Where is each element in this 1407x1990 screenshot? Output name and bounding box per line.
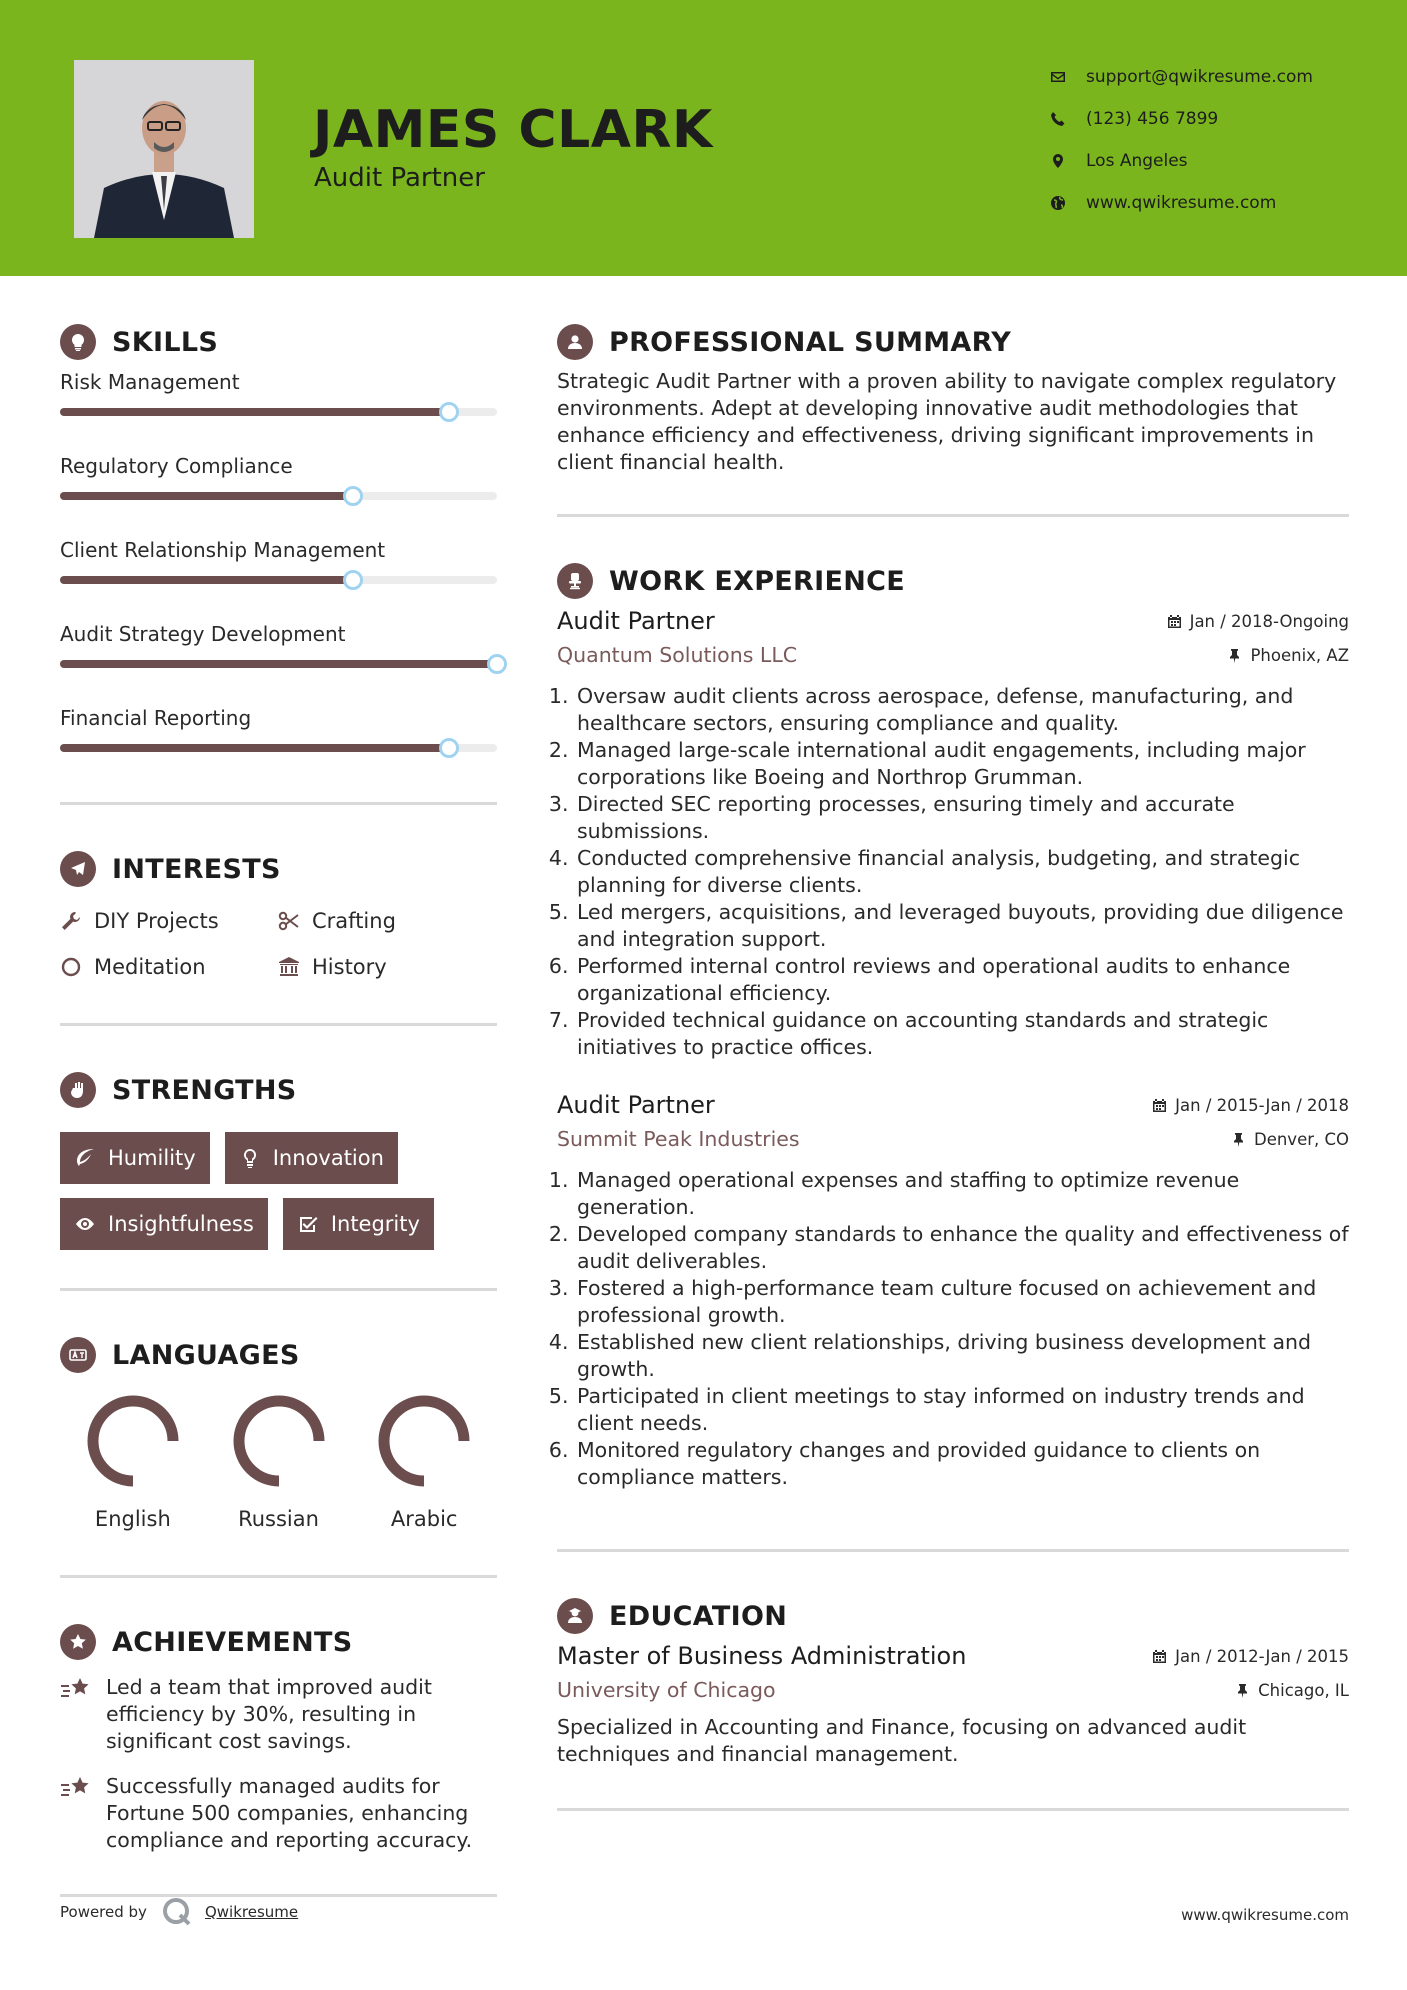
summary-text: Strategic Audit Partner with a proven ability to navigate complex regulatory environments. Adept at developing innovative audit methodologies that enhance efficiency and effectiveness, driving significant improvements in client financial health.: [557, 369, 1337, 474]
thumbtack-icon: [1235, 1683, 1250, 1698]
achievement-item: [60, 1773, 497, 1854]
skill-bar: [60, 576, 497, 584]
section-divider: [60, 802, 497, 805]
achievements-title: ACHIEVEMENTS: [112, 1626, 353, 1658]
education-school-row: [557, 1678, 1349, 1702]
language-gauge-arc: [384, 1401, 464, 1481]
job-company-row: [557, 643, 1349, 667]
job-duties: [557, 1167, 1349, 1491]
summary-title: PROFESSIONAL SUMMARY: [609, 326, 1012, 358]
skill-item: [60, 702, 497, 752]
duty-item: 4. Conducted comprehensive financial analysis, budgeting, and strategic planning for diverse clients.: [575, 845, 1349, 899]
language-label: Russian: [238, 1507, 319, 1531]
star-badge-icon: [60, 1624, 96, 1660]
achievements-header: [60, 1620, 497, 1664]
languages-section: [60, 1333, 497, 1531]
paper-plane-icon: [60, 851, 96, 887]
skill-bar: [60, 744, 497, 752]
footer-powered-by: [60, 1896, 298, 1928]
skill-bar-knob: [487, 654, 507, 674]
language-icon: [60, 1337, 96, 1373]
contact-phone[interactable]: [1050, 98, 1313, 140]
experience-header: [557, 559, 1349, 603]
profile-photo: [74, 60, 254, 238]
contact-location: [1050, 140, 1313, 182]
interests-header: [60, 847, 497, 891]
job-location: [1231, 1130, 1349, 1149]
experience-section: [557, 559, 1349, 1491]
strength-tag: [60, 1132, 210, 1184]
job-title: Audit Partner: [557, 1091, 715, 1119]
duty-item: 5. Led mergers, acquisitions, and leveraged buyouts, providing due diligence and integration support.: [575, 899, 1349, 953]
globe-icon: [1050, 195, 1086, 211]
language-label: Arabic: [390, 1507, 458, 1531]
skills-title: SKILLS: [112, 326, 219, 358]
contact-list: [1050, 56, 1313, 224]
skill-bar: [60, 408, 497, 416]
duty-item: 6. Monitored regulatory changes and provided guidance to clients on compliance matters.: [575, 1437, 1349, 1491]
skill-item: [60, 366, 497, 416]
language-item: [351, 1393, 497, 1531]
job-entry: [557, 1091, 1349, 1491]
achievement-text: Successfully managed audits for Fortune 500 companies, enhancing compliance and reporting accuracy.: [106, 1774, 473, 1852]
strength-tag: [60, 1198, 268, 1250]
contact-location-text: Los Angeles: [1086, 151, 1188, 171]
job-dates-text: Jan / 2015-Jan / 2018: [1175, 1095, 1349, 1115]
job-company: Quantum Solutions LLC: [557, 643, 798, 667]
strength-tag: [283, 1198, 434, 1250]
education-degree: Master of Business Administration: [557, 1642, 967, 1670]
interest-label: Crafting: [312, 909, 396, 933]
summary-header: [557, 320, 1349, 364]
check-square-icon: [297, 1213, 319, 1235]
eye-icon: [74, 1213, 96, 1235]
job-company: Summit Peak Industries: [557, 1127, 800, 1151]
calendar-icon: [1167, 614, 1182, 629]
job-location-text: Denver, CO: [1253, 1129, 1349, 1149]
thumbtack-icon: [1227, 648, 1242, 663]
skills-section: [60, 320, 497, 752]
interest-item: [60, 951, 278, 983]
skill-label: Client Relationship Management: [60, 538, 386, 562]
job-location: [1227, 646, 1349, 665]
duty-item: 1. Oversaw audit clients across aerospace, defense, manufacturing, and healthcare sectors, ensuring compliance and quality.: [575, 683, 1349, 737]
skill-bar-knob: [343, 570, 363, 590]
interests-title: INTERESTS: [112, 853, 281, 885]
strength-tag: [225, 1132, 398, 1184]
education-school: University of Chicago: [557, 1678, 776, 1702]
scissors-icon: [278, 910, 300, 932]
achievement-text: Led a team that improved audit efficiency by 30%, resulting in significant cost savings.: [106, 1675, 432, 1753]
interests-grid: [60, 905, 497, 983]
section-divider: [557, 1808, 1349, 1811]
skill-label: Financial Reporting: [60, 706, 252, 730]
section-divider: [557, 1549, 1349, 1552]
contact-website-text: www.qwikresume.com: [1086, 193, 1277, 213]
wrench-icon: [60, 910, 82, 932]
skill-label: Audit Strategy Development: [60, 622, 346, 646]
skill-bar-fill: [60, 492, 353, 500]
duty-item: 7. Provided technical guidance on accounting standards and strategic initiatives to practice offices.: [575, 1007, 1349, 1061]
summary-section: [557, 320, 1349, 476]
job-title-row: [557, 1091, 1349, 1119]
section-divider: [60, 1575, 497, 1578]
hand-icon: [60, 1072, 96, 1108]
leaf-icon: [74, 1147, 96, 1169]
calendar-icon: [1152, 1649, 1167, 1664]
education-dates-text: Jan / 2012-Jan / 2015: [1175, 1646, 1349, 1666]
education-section: [557, 1594, 1349, 1768]
job-title-row: [557, 607, 1349, 635]
qwikresume-logo-icon: [161, 1896, 193, 1928]
education-location: [1235, 1681, 1349, 1700]
skill-bar-fill: [60, 660, 497, 668]
strength-label: Insightfulness: [108, 1212, 254, 1236]
education-location-text: Chicago, IL: [1258, 1680, 1349, 1700]
skill-bar-knob: [439, 402, 459, 422]
contact-email-text: support@qwikresume.com: [1086, 67, 1313, 87]
language-item: [206, 1393, 352, 1531]
interest-label: History: [312, 955, 387, 979]
user-icon: [557, 324, 593, 360]
strength-label: Integrity: [330, 1212, 420, 1236]
duty-item: 3. Fostered a high-performance team culture focused on achievement and professional growth.: [575, 1275, 1349, 1329]
skill-item: [60, 618, 497, 668]
candidate-role: Audit Partner: [314, 163, 485, 193]
job-title: Audit Partner: [557, 607, 715, 635]
interests-section: [60, 847, 497, 983]
strength-label: Innovation: [272, 1146, 384, 1170]
graduation-icon: [557, 1598, 593, 1634]
right-column: [557, 320, 1349, 1811]
section-divider: [60, 1288, 497, 1291]
language-gauge: [231, 1393, 327, 1489]
education-header: [557, 1594, 1349, 1638]
contact-email[interactable]: [1050, 56, 1313, 98]
map-marker-icon: [1050, 153, 1086, 169]
candidate-name: JAMES CLARK: [313, 100, 713, 160]
skill-bar-fill: [60, 744, 449, 752]
duty-item: 5. Participated in client meetings to stay informed on industry trends and client needs.: [575, 1383, 1349, 1437]
skill-label: Risk Management: [60, 370, 240, 394]
job-duties: [557, 683, 1349, 1061]
duty-item: 4. Established new client relationships, driving business development and growth.: [575, 1329, 1349, 1383]
strength-label: Humility: [108, 1146, 196, 1170]
languages-list: [60, 1393, 497, 1531]
interest-item: [278, 951, 496, 983]
duty-item: 3. Directed SEC reporting processes, ensuring timely and accurate submissions.: [575, 791, 1349, 845]
skill-bar-knob: [439, 738, 459, 758]
duty-item: 2. Developed company standards to enhance the quality and effectiveness of audit deliverables.: [575, 1221, 1349, 1275]
interest-label: DIY Projects: [94, 909, 219, 933]
skill-item: [60, 534, 497, 584]
education-title: EDUCATION: [609, 1600, 788, 1632]
interest-item: [278, 905, 496, 937]
envelope-icon: [1050, 69, 1086, 85]
header-banner: [0, 0, 1407, 276]
brand-link[interactable]: Qwikresume: [204, 1903, 299, 1921]
duty-item: 6. Performed internal control reviews and operational audits to enhance organizational efficiency.: [575, 953, 1349, 1007]
left-column: [60, 320, 497, 1897]
skill-bar-fill: [60, 576, 353, 584]
institution-icon: [278, 956, 300, 978]
language-gauge: [376, 1393, 472, 1489]
contact-website[interactable]: [1050, 182, 1313, 224]
languages-header: [60, 1333, 497, 1377]
shooting-star-icon: [60, 1775, 92, 1803]
strengths-title: STRENGTHS: [112, 1074, 297, 1106]
circle-icon: [60, 956, 82, 978]
powered-by-text: Powered by: [60, 1903, 147, 1921]
job-dates-text: Jan / 2018-Ongoing: [1189, 611, 1349, 631]
language-gauge-arc: [239, 1401, 319, 1481]
skill-label: Regulatory Compliance: [60, 454, 293, 478]
job-location-text: Phoenix, AZ: [1250, 645, 1349, 665]
job-company-row: [557, 1127, 1349, 1151]
lightbulb-icon: [239, 1147, 261, 1169]
phone-icon: [1050, 111, 1086, 127]
profile-photo-image: [74, 60, 254, 238]
education-dates: [1152, 1647, 1349, 1666]
section-divider: [60, 1023, 497, 1026]
contact-phone-text: (123) 456 7899: [1086, 109, 1219, 129]
footer-url[interactable]: www.qwikresume.com: [1181, 1906, 1349, 1924]
skills-header: [60, 320, 497, 364]
language-item: [60, 1393, 206, 1531]
achievements-section: [60, 1620, 497, 1854]
language-label: English: [94, 1507, 171, 1531]
interest-item: [60, 905, 278, 937]
skill-bar: [60, 492, 497, 500]
lightbulb-icon: [60, 324, 96, 360]
job-dates: [1152, 1096, 1349, 1115]
skill-item: [60, 450, 497, 500]
calendar-icon: [1152, 1098, 1167, 1113]
language-gauge-arc: [93, 1401, 173, 1481]
job-entry: [557, 607, 1349, 1061]
section-divider: [557, 514, 1349, 517]
education-description: Specialized in Accounting and Finance, focusing on advanced audit techniques and financial management.: [557, 1715, 1247, 1766]
interest-label: Meditation: [94, 955, 206, 979]
thumbtack-icon: [1231, 1132, 1246, 1147]
shooting-star-icon: [60, 1676, 92, 1704]
education-degree-row: [557, 1642, 1349, 1670]
language-gauge: [85, 1393, 181, 1489]
job-dates: [1167, 612, 1349, 631]
experience-title: WORK EXPERIENCE: [609, 565, 905, 597]
strengths-header: [60, 1068, 497, 1112]
office-chair-icon: [557, 563, 593, 599]
achievement-item: [60, 1674, 497, 1755]
skill-bar: [60, 660, 497, 668]
duty-item: 1. Managed operational expenses and staffing to optimize revenue generation.: [575, 1167, 1349, 1221]
strengths-section: [60, 1068, 497, 1250]
skill-bar-knob: [343, 486, 363, 506]
duty-item: 2. Managed large-scale international audit engagements, including major corporations like Boeing and Northrop Grumman.: [575, 737, 1349, 791]
skill-bar-fill: [60, 408, 449, 416]
languages-title: LANGUAGES: [112, 1339, 300, 1371]
strengths-tags: [60, 1132, 480, 1250]
